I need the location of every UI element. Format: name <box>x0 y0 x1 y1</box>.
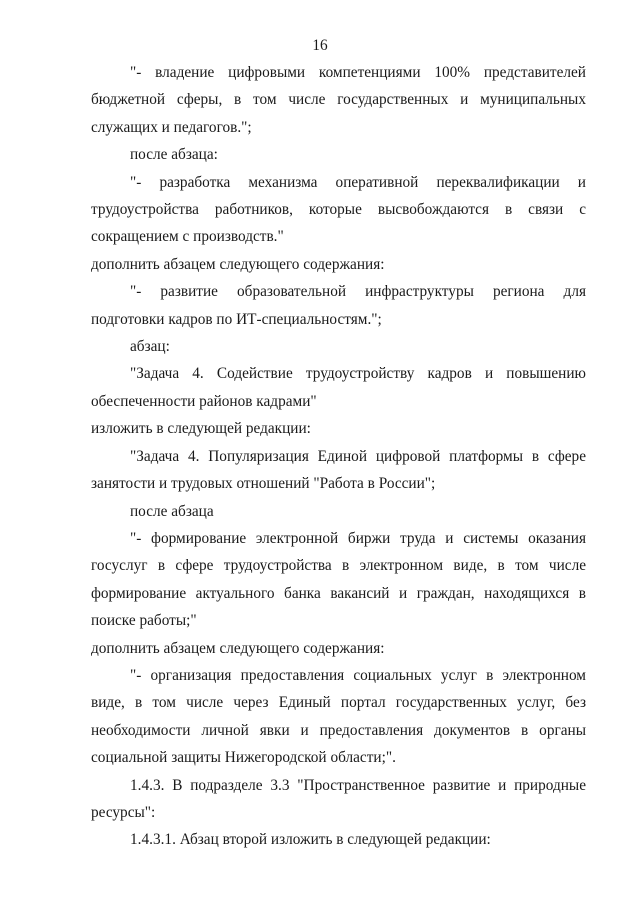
paragraph-13: "- организация предоставления социальных услуг в электронном виде, в том числе через Единый портал государственных услуг, без необходимости личной явки и предоставления документов в органы социальной защиты Нижегородской области;". <box>91 666 586 767</box>
paragraph-2: после абзаца: <box>130 146 218 164</box>
paragraph-11: "- формирование электронной биржи труда и системы оказания госуслуг в сфере трудоустройства в электронном виде, в том числе формирование актуального банка вакансий и граждан, находящихся в поиске работы;" <box>91 529 586 630</box>
paragraph-8: изложить в следующей редакции: <box>91 420 311 438</box>
paragraph-10: после абзаца <box>130 502 214 520</box>
paragraph-4: дополнить абзацем следующего содержания: <box>91 255 385 273</box>
page-number: 16 <box>312 37 328 54</box>
paragraph-15: 1.4.3.1. Абзац второй изложить в следующей редакции: <box>130 831 491 849</box>
document-body <box>91 59 586 854</box>
paragraph-7: "Задача 4. Содействие трудоустройству кадров и повышению обеспеченности районов кадрами" <box>91 365 586 410</box>
paragraph-14: 1.4.3. В подразделе 3.3 "Пространственное развитие и природные ресурсы": <box>91 776 586 821</box>
paragraph-5: "- развитие образовательной инфраструктуры региона для подготовки кадров по ИТ-специальностям."; <box>91 283 586 328</box>
paragraph-9: "Задача 4. Популяризация Единой цифровой платформы в сфере занятости и трудовых отношений "Работа в России"; <box>91 447 586 493</box>
paragraph-1: "- владение цифровыми компетенциями 100% представителей бюджетной сферы, в том числе государственных и муниципальных служащих и педагогов."; <box>91 64 586 136</box>
paragraph-3: "- разработка механизма оперативной переквалификации и трудоустройства работников, которые высвобождаются в связи с сокращением с производств." <box>91 173 586 246</box>
paragraph-12: дополнить абзацем следующего содержания: <box>91 639 385 657</box>
paragraph-6: абзац: <box>130 338 170 356</box>
